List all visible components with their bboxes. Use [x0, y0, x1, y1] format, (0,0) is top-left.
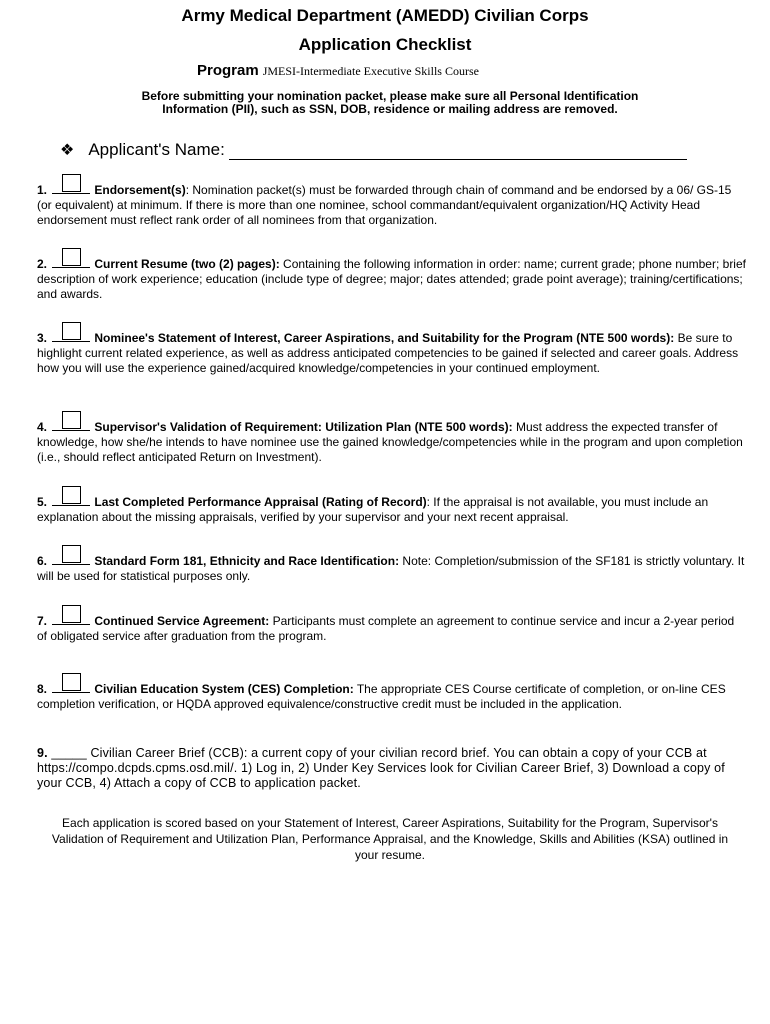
- item-number: 5.: [37, 495, 48, 509]
- item-description: : Nomination packet(s) must be forwarded through chain of command and be endorsed by a 06/ GS-15 (or equivalent) at minimum. If there is more than one nominee, school commandant/equivalent organization/HQ Activity Head endorsement must reflect rank order of all nominees from that organization.: [37, 183, 732, 227]
- checkbox-square-icon: [62, 605, 81, 623]
- item-checkbox[interactable]: [52, 329, 90, 342]
- item-blank-field[interactable]: _____: [51, 746, 87, 760]
- item-number: 6.: [37, 554, 48, 568]
- checkbox-square-icon: [62, 411, 81, 429]
- item-title: Last Completed Performance Appraisal (Rating of Record): [94, 495, 427, 509]
- checkbox-square-icon: [62, 322, 81, 340]
- checkbox-square-icon: [62, 673, 81, 691]
- pii-notice: Before submitting your nomination packet, please make sure all Personal Identification Information (PII), such as SSN, DOB, residence or mailing address are removed.: [141, 89, 639, 116]
- item-description: Civilian Career Brief (CCB): a current copy of your civilian record brief. You can obtain a copy of your CCB at https://compo.dcpds.cpms.osd.mil/. 1) Log in, 2) Under Key Services look for Civilian Career Brief, 3) Download a copy of your CCB, 4) Attach a copy of CCB to application packet.: [37, 746, 725, 790]
- item-number: 7.: [37, 614, 48, 628]
- item-checkbox[interactable]: [52, 255, 90, 268]
- item-number: 9.: [37, 746, 48, 760]
- diamond-bullet-icon: ❖: [60, 142, 75, 159]
- applicant-name-field[interactable]: [229, 141, 687, 160]
- item-description: Containing the following information in order: name; current grade; phone number; brief description of work experience; education (include type of degree; major; dates attended; grade point average); training/certifications; and awards.: [37, 257, 746, 301]
- applicant-name-row: [60, 140, 687, 160]
- item-description: Participants must complete an agreement to continue service and incur a 2-year period of obligated service after graduation from the program.: [37, 614, 735, 643]
- checkbox-square-icon: [62, 545, 81, 563]
- program-row: [197, 62, 479, 79]
- checklist-item: [37, 418, 747, 465]
- checkbox-square-icon: [62, 248, 81, 266]
- item-checkbox[interactable]: [52, 552, 90, 565]
- document-subtitle: Application Checklist: [298, 35, 472, 54]
- item-checkbox[interactable]: [52, 612, 90, 625]
- item-title: Supervisor's Validation of Requirement: Utilization Plan (NTE 500 words):: [94, 420, 513, 434]
- item-title: Standard Form 181, Ethnicity and Race Identification:: [94, 554, 400, 568]
- checklist-item: [37, 746, 747, 791]
- item-number: 3.: [37, 331, 48, 345]
- checkbox-square-icon: [62, 486, 81, 504]
- program-label: Program: [197, 62, 259, 79]
- item-checkbox[interactable]: [52, 493, 90, 506]
- item-description: The appropriate CES Course certificate of completion, or on-line CES completion verification, or HQDA approved equivalence/constructive credit must be included in the application.: [37, 682, 726, 711]
- item-number: 1.: [37, 183, 48, 197]
- item-number: 4.: [37, 420, 48, 434]
- checklist-item: [37, 680, 747, 712]
- item-description: : If the appraisal is not available, you must include an explanation about the missing appraisals, verified by your supervisor and your next recent appraisal.: [37, 495, 709, 524]
- item-title: Nominee's Statement of Interest, Career Aspirations, and Suitability for the Program (NTE 500 words):: [94, 331, 675, 345]
- program-value: JMESI-Intermediate Executive Skills Course: [262, 64, 479, 78]
- checklist-item: [37, 181, 747, 228]
- item-title: Endorsement(s): [94, 183, 186, 197]
- checkbox-square-icon: [62, 174, 81, 192]
- checklist-item: [37, 612, 747, 644]
- checklist-item: [37, 329, 747, 376]
- checklist-item: [37, 493, 747, 525]
- item-number: 2.: [37, 257, 48, 271]
- item-number: 8.: [37, 682, 48, 696]
- item-checkbox[interactable]: [52, 181, 90, 194]
- checklist-item: [37, 552, 747, 584]
- item-description: Be sure to highlight current related experience, as well as address anticipated competencies to be gained if selected and career goals. Address how you will use the experience gained/acquired knowledge/competencies in your continued employment.: [37, 331, 739, 375]
- item-checkbox[interactable]: [52, 680, 90, 693]
- item-checkbox[interactable]: [52, 418, 90, 431]
- item-title: Civilian Education System (CES) Completion:: [94, 682, 354, 696]
- item-title: Continued Service Agreement:: [94, 614, 270, 628]
- scoring-note: Each application is scored based on your Statement of Interest, Career Aspirations, Suitability for the Program, Supervisor's Validation of Requirement and Utilization Plan, Performance Appraisal, and the Knowledge, Skills and Abilities (KSA) outlined in your resume.: [51, 816, 729, 862]
- item-description: Note: Completion/submission of the SF181 is strictly voluntary. It will be used for statistical purposes only.: [37, 554, 745, 583]
- document-title: Army Medical Department (AMEDD) Civilian Corps: [181, 6, 589, 25]
- item-title: Current Resume (two (2) pages):: [94, 257, 280, 271]
- applicant-name-label: Applicant's Name:: [88, 140, 225, 159]
- checklist-item: [37, 255, 747, 302]
- item-description: Must address the expected transfer of knowledge, how she/he intends to have nominee use the gained knowledge/competencies while in the program and upon completion (i.e., should reflect anticipated Return on Investment).: [37, 420, 743, 464]
